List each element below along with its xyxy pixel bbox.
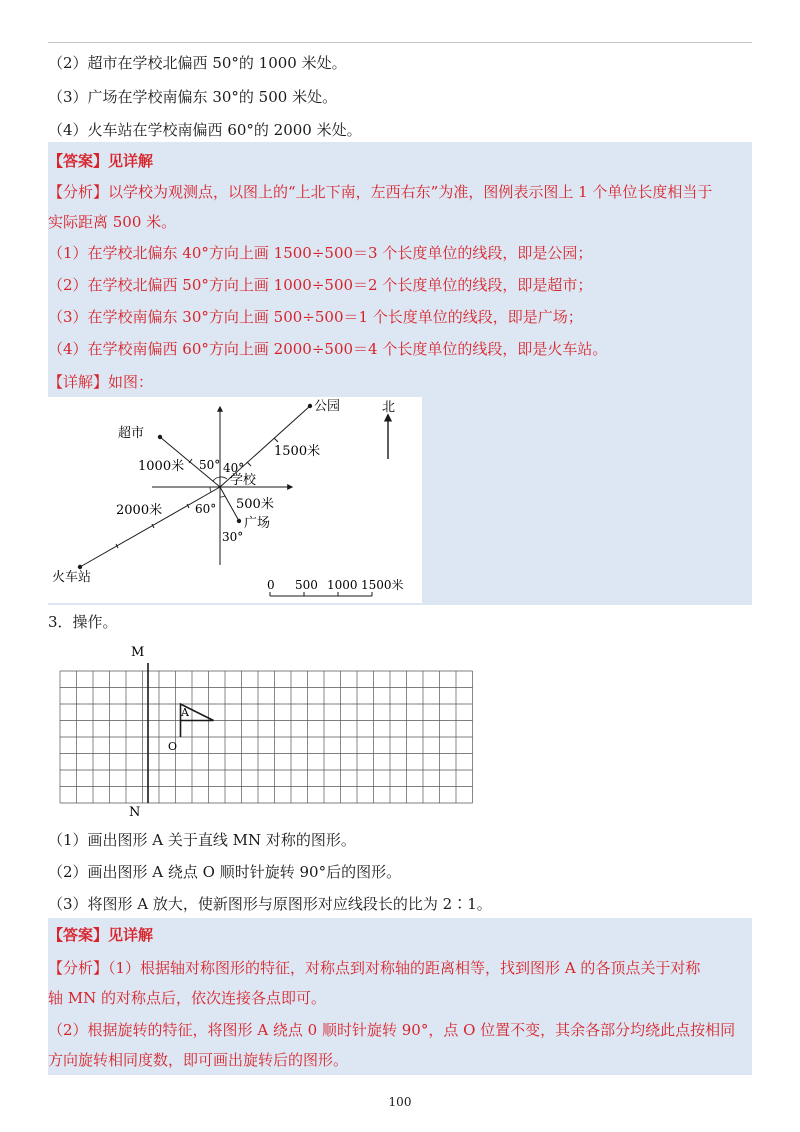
map-figure (48, 397, 422, 603)
step-line-4: （4）在学校南偏西 60°方向上画 2000÷500＝4 个长度单位的线段，即是火车站。 (48, 340, 608, 358)
label-1500m: 1500米 (274, 444, 321, 459)
map-diagram (48, 397, 422, 603)
page-number: 100 (388, 1095, 412, 1109)
analysis-line-2: 实际距离 500 米。 (48, 213, 177, 231)
square-point (237, 519, 241, 523)
detail-label: 【详解】如图： (48, 373, 154, 391)
answer-block-1 (48, 142, 752, 605)
scale-500: 500 (295, 578, 318, 592)
question-line-3: （3）广场在学校南偏东 30°的 500 米处。 (48, 88, 338, 106)
step-line-2: （2）在学校北偏西 50°方向上画 1000÷500＝2 个长度单位的线段，即是超市； (48, 276, 593, 294)
park-point (308, 404, 312, 408)
step-line-1: （1）在学校北偏东 40°方向上画 1500÷500＝3 个长度单位的线段，即是公园； (48, 244, 593, 262)
question-line-4: （4）火车站在学校南偏西 60°的 2000 米处。 (48, 121, 362, 139)
label-o: O (168, 740, 178, 753)
label-square: 广场 (244, 516, 271, 531)
scale-1000: 1000 (327, 578, 358, 592)
analysis2-line-1: 【分析】（1）根据轴对称图形的特征，对称点到对称轴的距离相等，找到图形 A 的各顶点关于对称 (48, 959, 701, 977)
label-n: N (129, 805, 141, 820)
label-angle-50: 50° (199, 458, 221, 472)
answer-label: 【答案】见详解 (48, 152, 154, 170)
label-school: 学校 (230, 473, 257, 488)
grid-diagram (55, 643, 475, 823)
task-line-3: （3）将图形 A 放大，使新图形与原图形对应线段长的比为 2∶1。 (48, 895, 492, 913)
label-supermarket: 超市 (118, 426, 145, 441)
label-500m: 500米 (236, 497, 274, 512)
station-point (78, 565, 82, 569)
label-m: M (131, 645, 145, 660)
question-3-title: 3．操作。 (48, 613, 118, 631)
supermarket-point (158, 435, 162, 439)
label-angle-30: 30° (222, 530, 244, 544)
answer-block-2 (48, 918, 752, 1075)
rotation-line-1: （2）根据旋转的特征，将图形 A 绕点 0 顺时针旋转 90°，点 O 位置不变，其余各部分均绕此点按相同 (48, 1021, 736, 1039)
analysis2-line-2: 轴 MN 的对称点后，依次连接各点即可。 (48, 989, 327, 1007)
label-north: 北 (382, 400, 396, 415)
label-2000m: 2000米 (116, 503, 163, 518)
header-rule (48, 42, 752, 43)
question-line-2: （2）超市在学校北偏西 50°的 1000 米处。 (48, 54, 347, 72)
grid-figure (55, 643, 475, 823)
answer-label-2: 【答案】见详解 (48, 926, 154, 944)
label-a: A (181, 706, 189, 719)
step-line-3: （3）在学校南偏东 30°方向上画 500÷500＝1 个长度单位的线段，即是广场； (48, 308, 583, 326)
label-angle-40: 40° (223, 461, 245, 475)
scale-0: 0 (267, 578, 275, 592)
analysis-line-1: 【分析】以学校为观测点，以图上的“上北下南，左西右东”为准，图例表示图上 1 个单位长度相当于 (48, 183, 713, 201)
scale-1500: 1500米 (361, 578, 404, 592)
label-1000m: 1000米 (138, 459, 185, 474)
label-station: 火车站 (52, 570, 92, 585)
task-line-2: （2）画出图形 A 绕点 O 顺时针旋转 90°后的图形。 (48, 863, 402, 881)
rotation-line-2: 方向旋转相同度数，即可画出旋转后的图形。 (48, 1051, 349, 1069)
label-angle-60: 60° (195, 502, 217, 516)
station-line (80, 487, 220, 567)
label-park: 公园 (314, 399, 341, 414)
task-line-1: （1）画出图形 A 关于直线 MN 对称的图形。 (48, 831, 356, 849)
